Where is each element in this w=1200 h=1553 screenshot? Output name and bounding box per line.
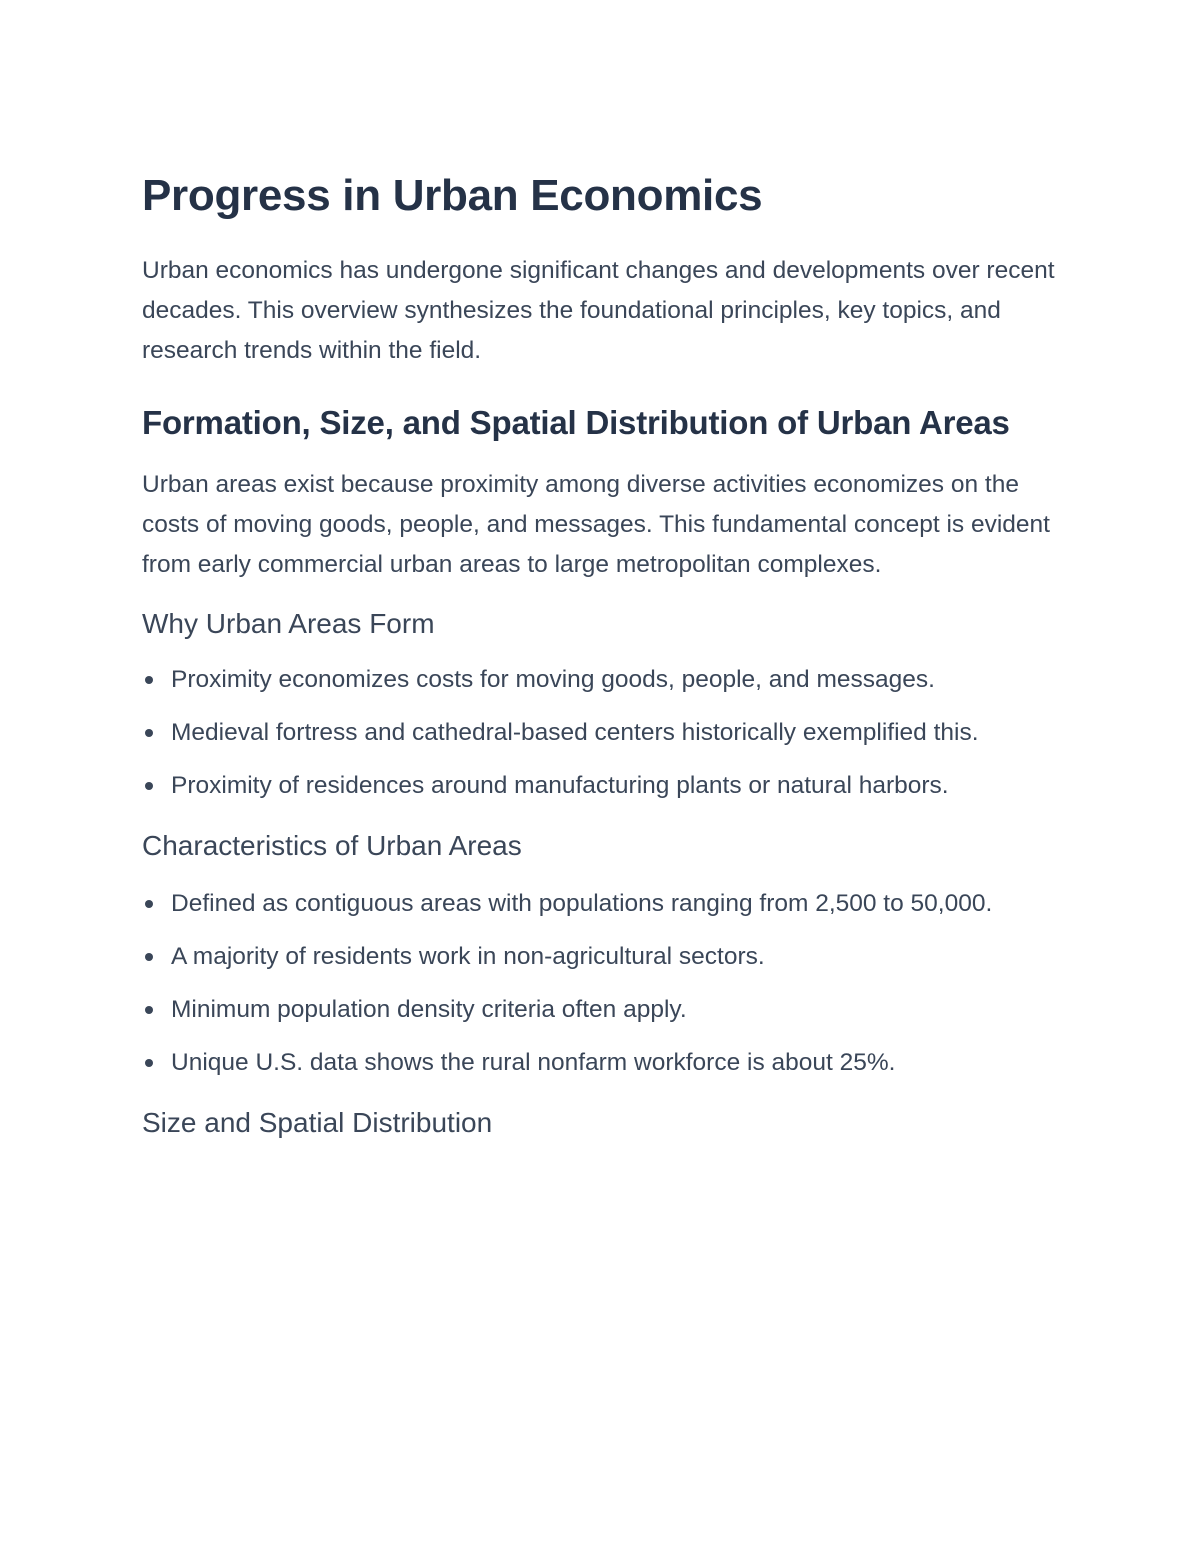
list-item — [142, 884, 1062, 924]
bullet-dot-icon — [145, 953, 153, 961]
bullet-dot-icon — [145, 676, 153, 684]
list-item-text: Unique U.S. data shows the rural nonfarm workforce is about 25%. — [171, 1049, 896, 1076]
list-item-text: A majority of residents work in non-agricultural sectors. — [171, 943, 765, 970]
section-paragraph: Urban areas exist because proximity among diverse activities economizes on the costs of moving goods, people, and messages. This fundamental concept is evident from early commercial urban areas to large metropolitan complexes. — [142, 471, 1050, 578]
section-heading: Formation, Size, and Spatial Distribution of Urban Areas — [142, 404, 1010, 441]
intro-paragraph: Urban economics has undergone significant changes and developments over recent decades. This overview synthesizes the foundational principles, key topics, and research trends within the field. — [142, 257, 1055, 364]
bullet-dot-icon — [145, 1059, 153, 1067]
bullet-list-why-urban-areas-form — [142, 660, 1062, 806]
document-title: Progress in Urban Economics — [142, 171, 763, 220]
subsection-heading-size-and-spatial-distribution: Size and Spatial Distribution — [142, 1107, 493, 1138]
list-item — [142, 1043, 1062, 1083]
list-item — [142, 766, 1062, 806]
subsection-heading-why-urban-areas-form: Why Urban Areas Form — [142, 608, 435, 639]
list-item-text: Proximity economizes costs for moving goods, people, and messages. — [171, 666, 935, 693]
list-item-text: Defined as contiguous areas with populations ranging from 2,500 to 50,000. — [171, 890, 993, 917]
subsection-heading-characteristics: Characteristics of Urban Areas — [142, 830, 522, 861]
list-item-text: Medieval fortress and cathedral-based centers historically exemplified this. — [171, 719, 979, 746]
list-item — [142, 660, 1062, 700]
bullet-list-characteristics — [142, 884, 1062, 1083]
list-item — [142, 937, 1062, 977]
bullet-dot-icon — [145, 900, 153, 908]
bullet-dot-icon — [145, 729, 153, 737]
bullet-dot-icon — [145, 1006, 153, 1014]
list-item — [142, 713, 1062, 753]
bullet-dot-icon — [145, 782, 153, 790]
list-item-text: Proximity of residences around manufacturing plants or natural harbors. — [171, 772, 949, 799]
document-page — [142, 168, 1062, 1143]
list-item-text: Minimum population density criteria often apply. — [171, 996, 687, 1023]
list-item — [142, 990, 1062, 1030]
